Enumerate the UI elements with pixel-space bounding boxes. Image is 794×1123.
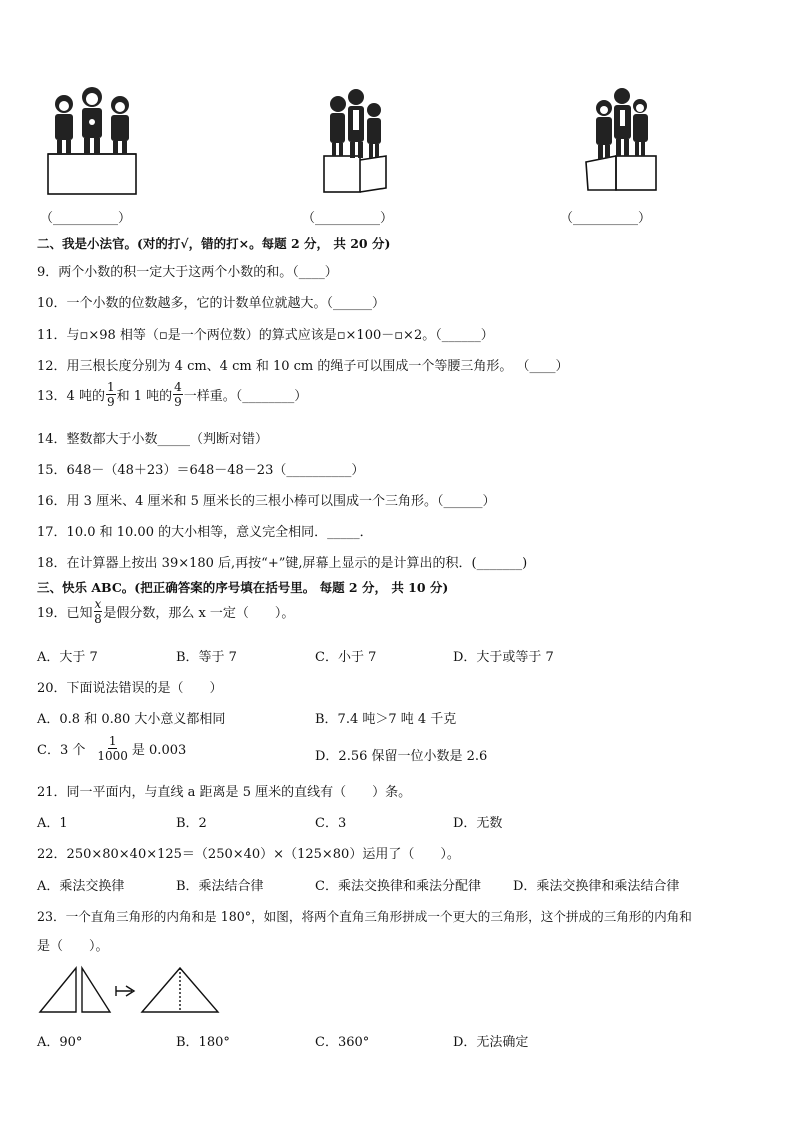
q21-option-b[interactable]: B．2 [176, 816, 207, 831]
question-12: 12．用三根长度分别为 4 cm、4 cm 和 10 cm 的绳子可以围成一个等腰三角形。 （____） [37, 359, 569, 374]
frac-den: 9 [106, 395, 115, 409]
q23-option-a[interactable]: A．90° [37, 1035, 83, 1050]
question-16: 16．用 3 厘米、4 厘米和 5 厘米长的三根小棒可以围成一个三角形。（______） [37, 494, 496, 509]
question-15: 15．648－（48＋23）＝648－48－23（__________） [37, 463, 365, 478]
triangles-diagram [38, 964, 224, 1016]
question-9: 9．两个小数的积一定大于这两个小数的和。（____） [37, 265, 338, 280]
question-20: 20．下面说法错误的是（ ） [37, 681, 223, 696]
frac-den: 8 [94, 612, 102, 626]
q21-option-c[interactable]: C．3 [315, 816, 347, 831]
figure-3-people-on-block [582, 86, 662, 196]
q23-option-c[interactable]: C．360° [315, 1035, 370, 1050]
q20-option-a[interactable]: A．0.8 和 0.80 大小意义都相同 [37, 712, 226, 727]
q22-option-d[interactable]: D．乘法交换律和乘法结合律 [513, 879, 680, 894]
frac-den: 9 [174, 395, 182, 409]
figure-1-people-on-block [42, 82, 142, 197]
q19-option-c[interactable]: C．小于 7 [315, 650, 377, 665]
fraction-x-8 [94, 598, 103, 625]
question-18: 18．在计算器上按出 39×180 后,再按“+”键,屏幕上显示的是计算出的积．(_______) [37, 556, 528, 571]
fraction-1-9 [106, 381, 116, 408]
q20-option-c[interactable] [37, 735, 186, 762]
q22-option-a[interactable]: A．乘法交换律 [37, 879, 125, 894]
question-21: 21．同一平面内，与直线 a 距离是 5 厘米的直线有（ ）条。 [37, 785, 412, 800]
q13-suffix: 一样重。（________） [183, 389, 308, 404]
question-19 [37, 598, 294, 625]
question-22: 22．250×80×40×125＝（250×40）×（125×80）运用了（ ）。 [37, 847, 460, 862]
q21-option-d[interactable]: D．无数 [453, 816, 503, 831]
frac-num: 4 [174, 380, 182, 394]
question-23-line1: 23．一个直角三角形的内角和是 180°，如图，将两个直角三角形拼成一个更大的三角形，这个拼成的三角形的内角和 [37, 909, 692, 924]
fraction-4-9 [173, 381, 183, 408]
q23-option-b[interactable]: B．180° [176, 1035, 230, 1050]
q20c-prefix: C．3 个 [37, 743, 86, 758]
question-14: 14．整数都大于小数_____（判断对错） [37, 432, 269, 447]
question-17: 17．10.0 和 10.00 的大小相等，意义完全相同．_____． [37, 525, 373, 540]
q19-option-b[interactable]: B．等于 7 [176, 650, 237, 665]
q19-option-a[interactable]: A．大于 7 [37, 650, 98, 665]
q23-option-d[interactable]: D．无法确定 [453, 1035, 529, 1050]
frac-den: 1000 [97, 749, 128, 763]
question-10: 10．一个小数的位数越多，它的计数单位就越大。（______） [37, 296, 386, 311]
section-2-header: 二、我是小法官。(对的打√，错的打×。每题 2 分， 共 20 分) [37, 236, 391, 251]
figure-2-people-on-block [320, 88, 392, 196]
answer-blank-3[interactable]: （__________） [560, 211, 652, 226]
q20-option-d[interactable]: D．2.56 保留一位小数是 2.6 [315, 749, 488, 764]
frac-num: x [94, 597, 102, 611]
question-23-line2: 是（ ）。 [37, 939, 109, 954]
section-3-header: 三、快乐 ABC。(把正确答案的序号填在括号里。 每题 2 分， 共 10 分) [37, 580, 449, 595]
q19-option-d[interactable]: D．大于或等于 7 [453, 650, 554, 665]
q22-option-b[interactable]: B．乘法结合律 [176, 879, 264, 894]
q13-mid: 和 1 吨的 [116, 389, 173, 404]
answer-blank-1[interactable]: （__________） [40, 211, 132, 226]
frac-num: 1 [106, 380, 115, 394]
q20c-suffix: 是 0.003 [131, 743, 187, 758]
question-11: 11．与▫×98 相等（▫是一个两位数）的算式应该是▫×100－▫×2。（______） [37, 328, 494, 343]
q19-suffix: 是假分数，那么 x 一定（ ）。 [103, 606, 295, 621]
q20-option-b[interactable]: B．7.4 吨＞7 吨 4 千克 [315, 712, 457, 727]
frac-num: 1 [108, 734, 117, 748]
question-13 [37, 381, 307, 408]
q22-option-c[interactable]: C．乘法交换律和乘法分配律 [315, 879, 481, 894]
answer-blank-2[interactable]: （__________） [302, 211, 394, 226]
q21-option-a[interactable]: A．1 [37, 816, 68, 831]
fraction-1-1000 [97, 735, 128, 762]
q19-prefix: 19．已知 [37, 606, 93, 621]
q13-prefix: 13．4 吨的 [37, 389, 105, 404]
